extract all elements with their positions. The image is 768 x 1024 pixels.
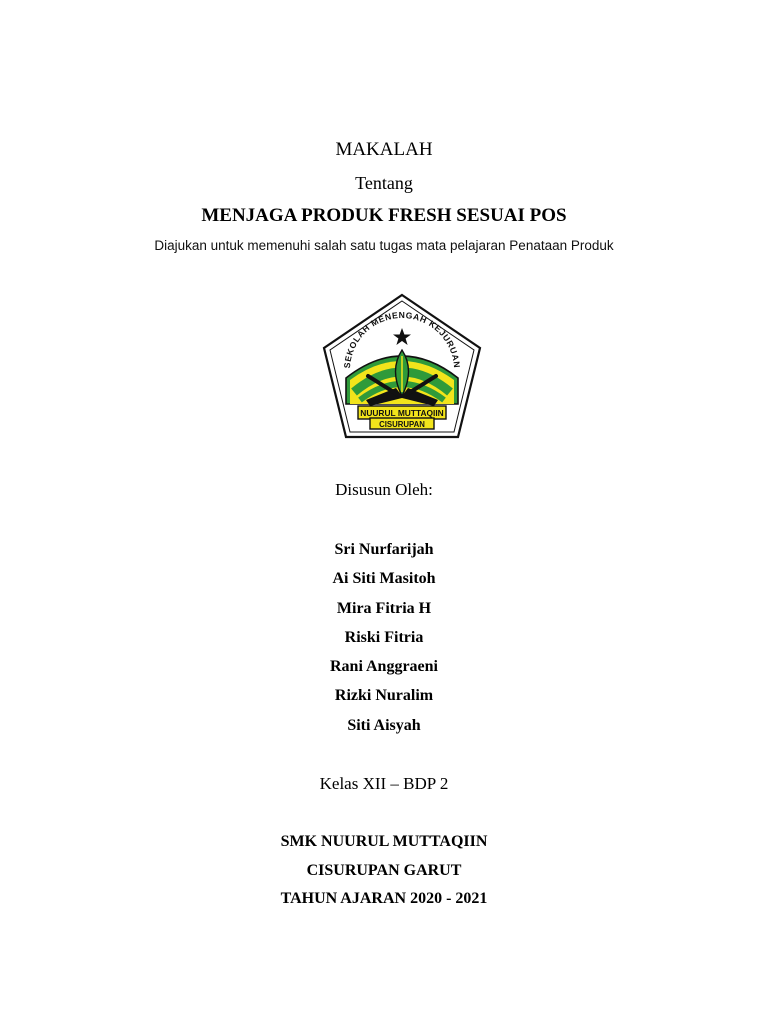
document-title: MAKALAH <box>335 139 433 160</box>
school-name: SMK NUURUL MUTTAQIIN <box>280 833 488 850</box>
author-name: Mira Fitria H <box>336 599 432 617</box>
author-name: Sri Nurfarijah <box>334 541 434 558</box>
purpose-text: Diajukan untuk memenuhi salah satu tugas mata pelajaran Penataan Produk <box>154 238 614 253</box>
svg-text:SEKOLAH MENENGAH KEJURUAN: SEKOLAH MENENGAH KEJURUAN <box>341 309 463 369</box>
author-name: Rani Anggraeni <box>329 658 438 676</box>
svg-text:NUURUL MUTTAQIIN: NUURUL MUTTAQIIN <box>360 408 444 418</box>
academic-year: TAHUN AJARAN 2020 - 2021 <box>280 890 488 907</box>
author-name: Riski Fitria <box>344 628 424 646</box>
author-name: Rizki Nuralim <box>334 687 434 705</box>
author-name: Siti Aisyah <box>347 716 421 734</box>
class-label: Kelas XII – BDP 2 <box>319 774 449 793</box>
author-heading: Disusun Oleh: <box>335 480 433 499</box>
author-list <box>0 538 768 743</box>
topic-title: MENJAGA PRODUK FRESH SESUAI POS <box>201 205 567 226</box>
subtitle-word: Tentang <box>355 173 413 193</box>
author-name: Ai Siti Masitoh <box>332 570 436 588</box>
school-location: CISURUPAN GARUT <box>306 862 462 879</box>
svg-text:CISURUPAN: CISURUPAN <box>379 420 425 429</box>
school-logo <box>320 292 484 440</box>
